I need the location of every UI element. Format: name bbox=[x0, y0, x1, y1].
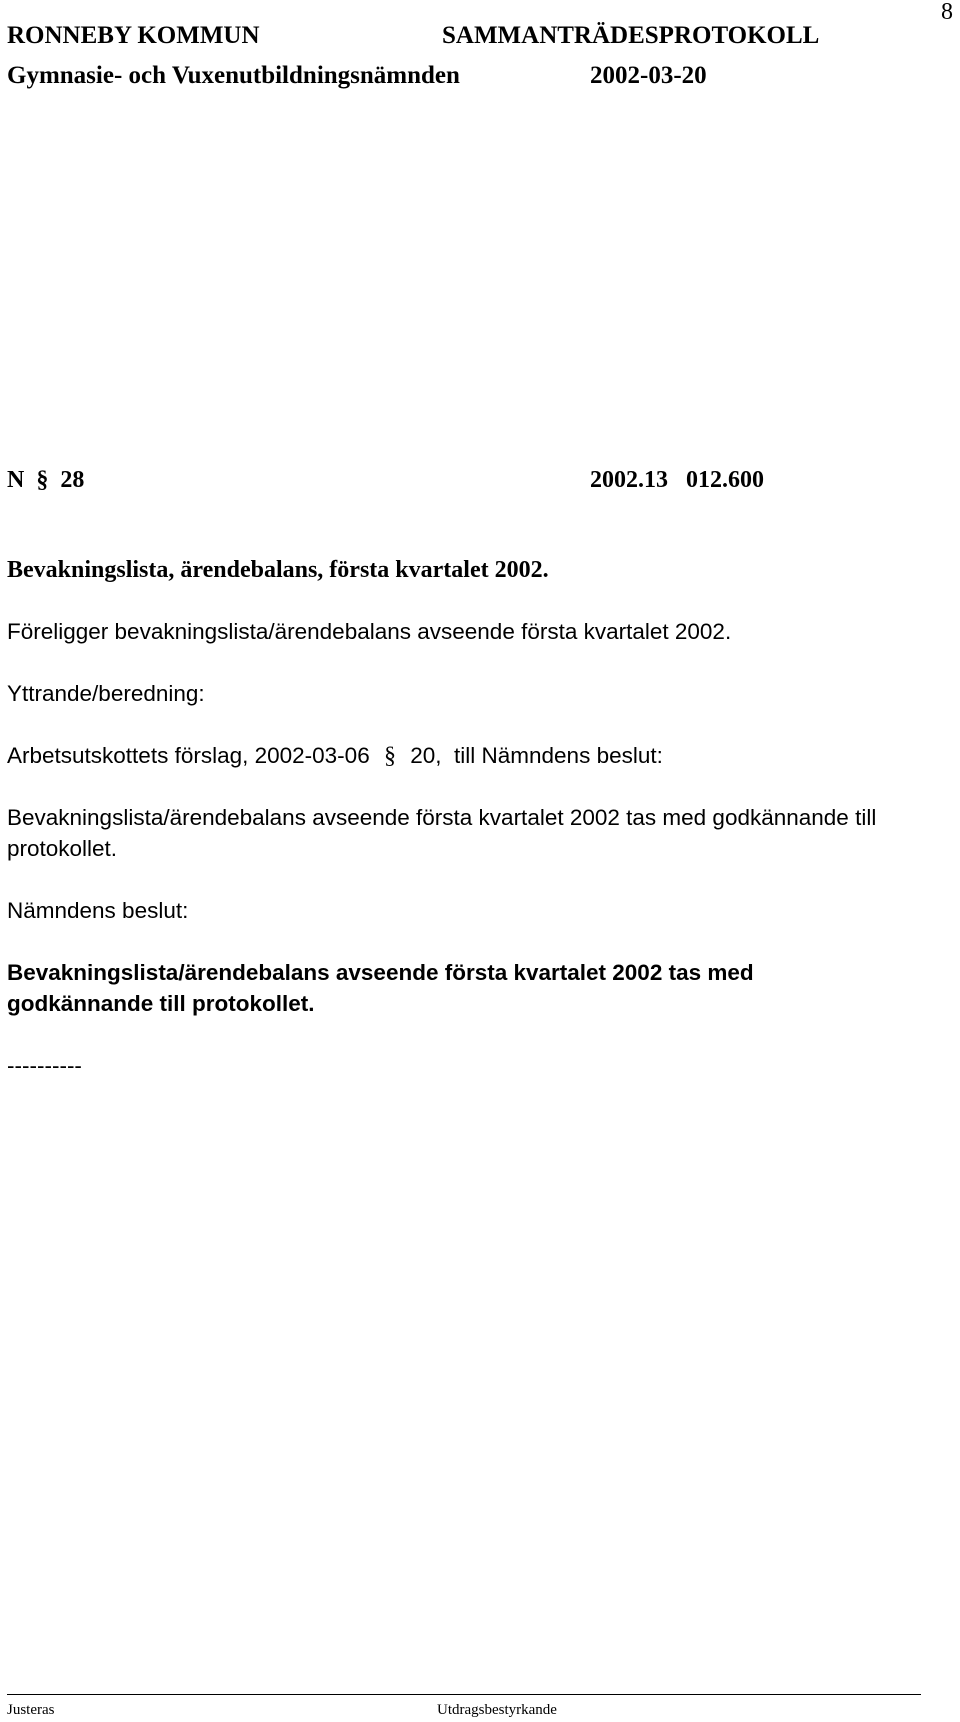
footer-rule bbox=[7, 1694, 921, 1695]
section-number: 28 bbox=[60, 467, 85, 493]
proposal-section-mark: § bbox=[383, 743, 396, 769]
section-separator: ---------- bbox=[7, 1053, 82, 1078]
proposal-text-line-1: Bevakningslista/ärendebalans avseende första kvartalet 2002 tas med godkännande till bbox=[7, 805, 877, 830]
proposal-line bbox=[7, 741, 663, 771]
page-number: 8 bbox=[941, 0, 953, 25]
board-name: Gymnasie- och Vuxenutbildningsnämnden bbox=[7, 62, 460, 89]
item-intro: Föreligger bevakningslista/ärendebalans avseende första kvartalet 2002. bbox=[7, 619, 732, 644]
footer-justeras: Justeras bbox=[7, 1702, 55, 1718]
proposal-suffix: 20, till Nämndens beslut: bbox=[410, 743, 663, 768]
document-type: SAMMANTRÄDESPROTOKOLL bbox=[442, 22, 820, 49]
decision-text-line-2: godkännande till protokollet. bbox=[7, 991, 315, 1016]
item-title: Bevakningslista, ärendebalans, första kvartalet 2002. bbox=[7, 557, 549, 583]
section-mark: § bbox=[36, 467, 49, 493]
proposal-prefix: Arbetsutskottets förslag, 2002-03-06 bbox=[7, 743, 370, 768]
statement-heading: Yttrande/beredning: bbox=[7, 681, 205, 706]
footer-utdragsbestyrkande: Utdragsbestyrkande bbox=[437, 1702, 557, 1718]
item-prefix: N bbox=[7, 467, 25, 493]
decision-heading: Nämndens beslut: bbox=[7, 898, 189, 923]
diary-reference: 2002.13 012.600 bbox=[590, 467, 764, 493]
decision-text-line-1: Bevakningslista/ärendebalans avseende första kvartalet 2002 tas med bbox=[7, 960, 754, 985]
item-number-line bbox=[7, 465, 84, 495]
meeting-date: 2002-03-20 bbox=[590, 62, 707, 89]
proposal-text-line-2: protokollet. bbox=[7, 836, 118, 861]
municipality-name: RONNEBY KOMMUN bbox=[7, 22, 260, 49]
